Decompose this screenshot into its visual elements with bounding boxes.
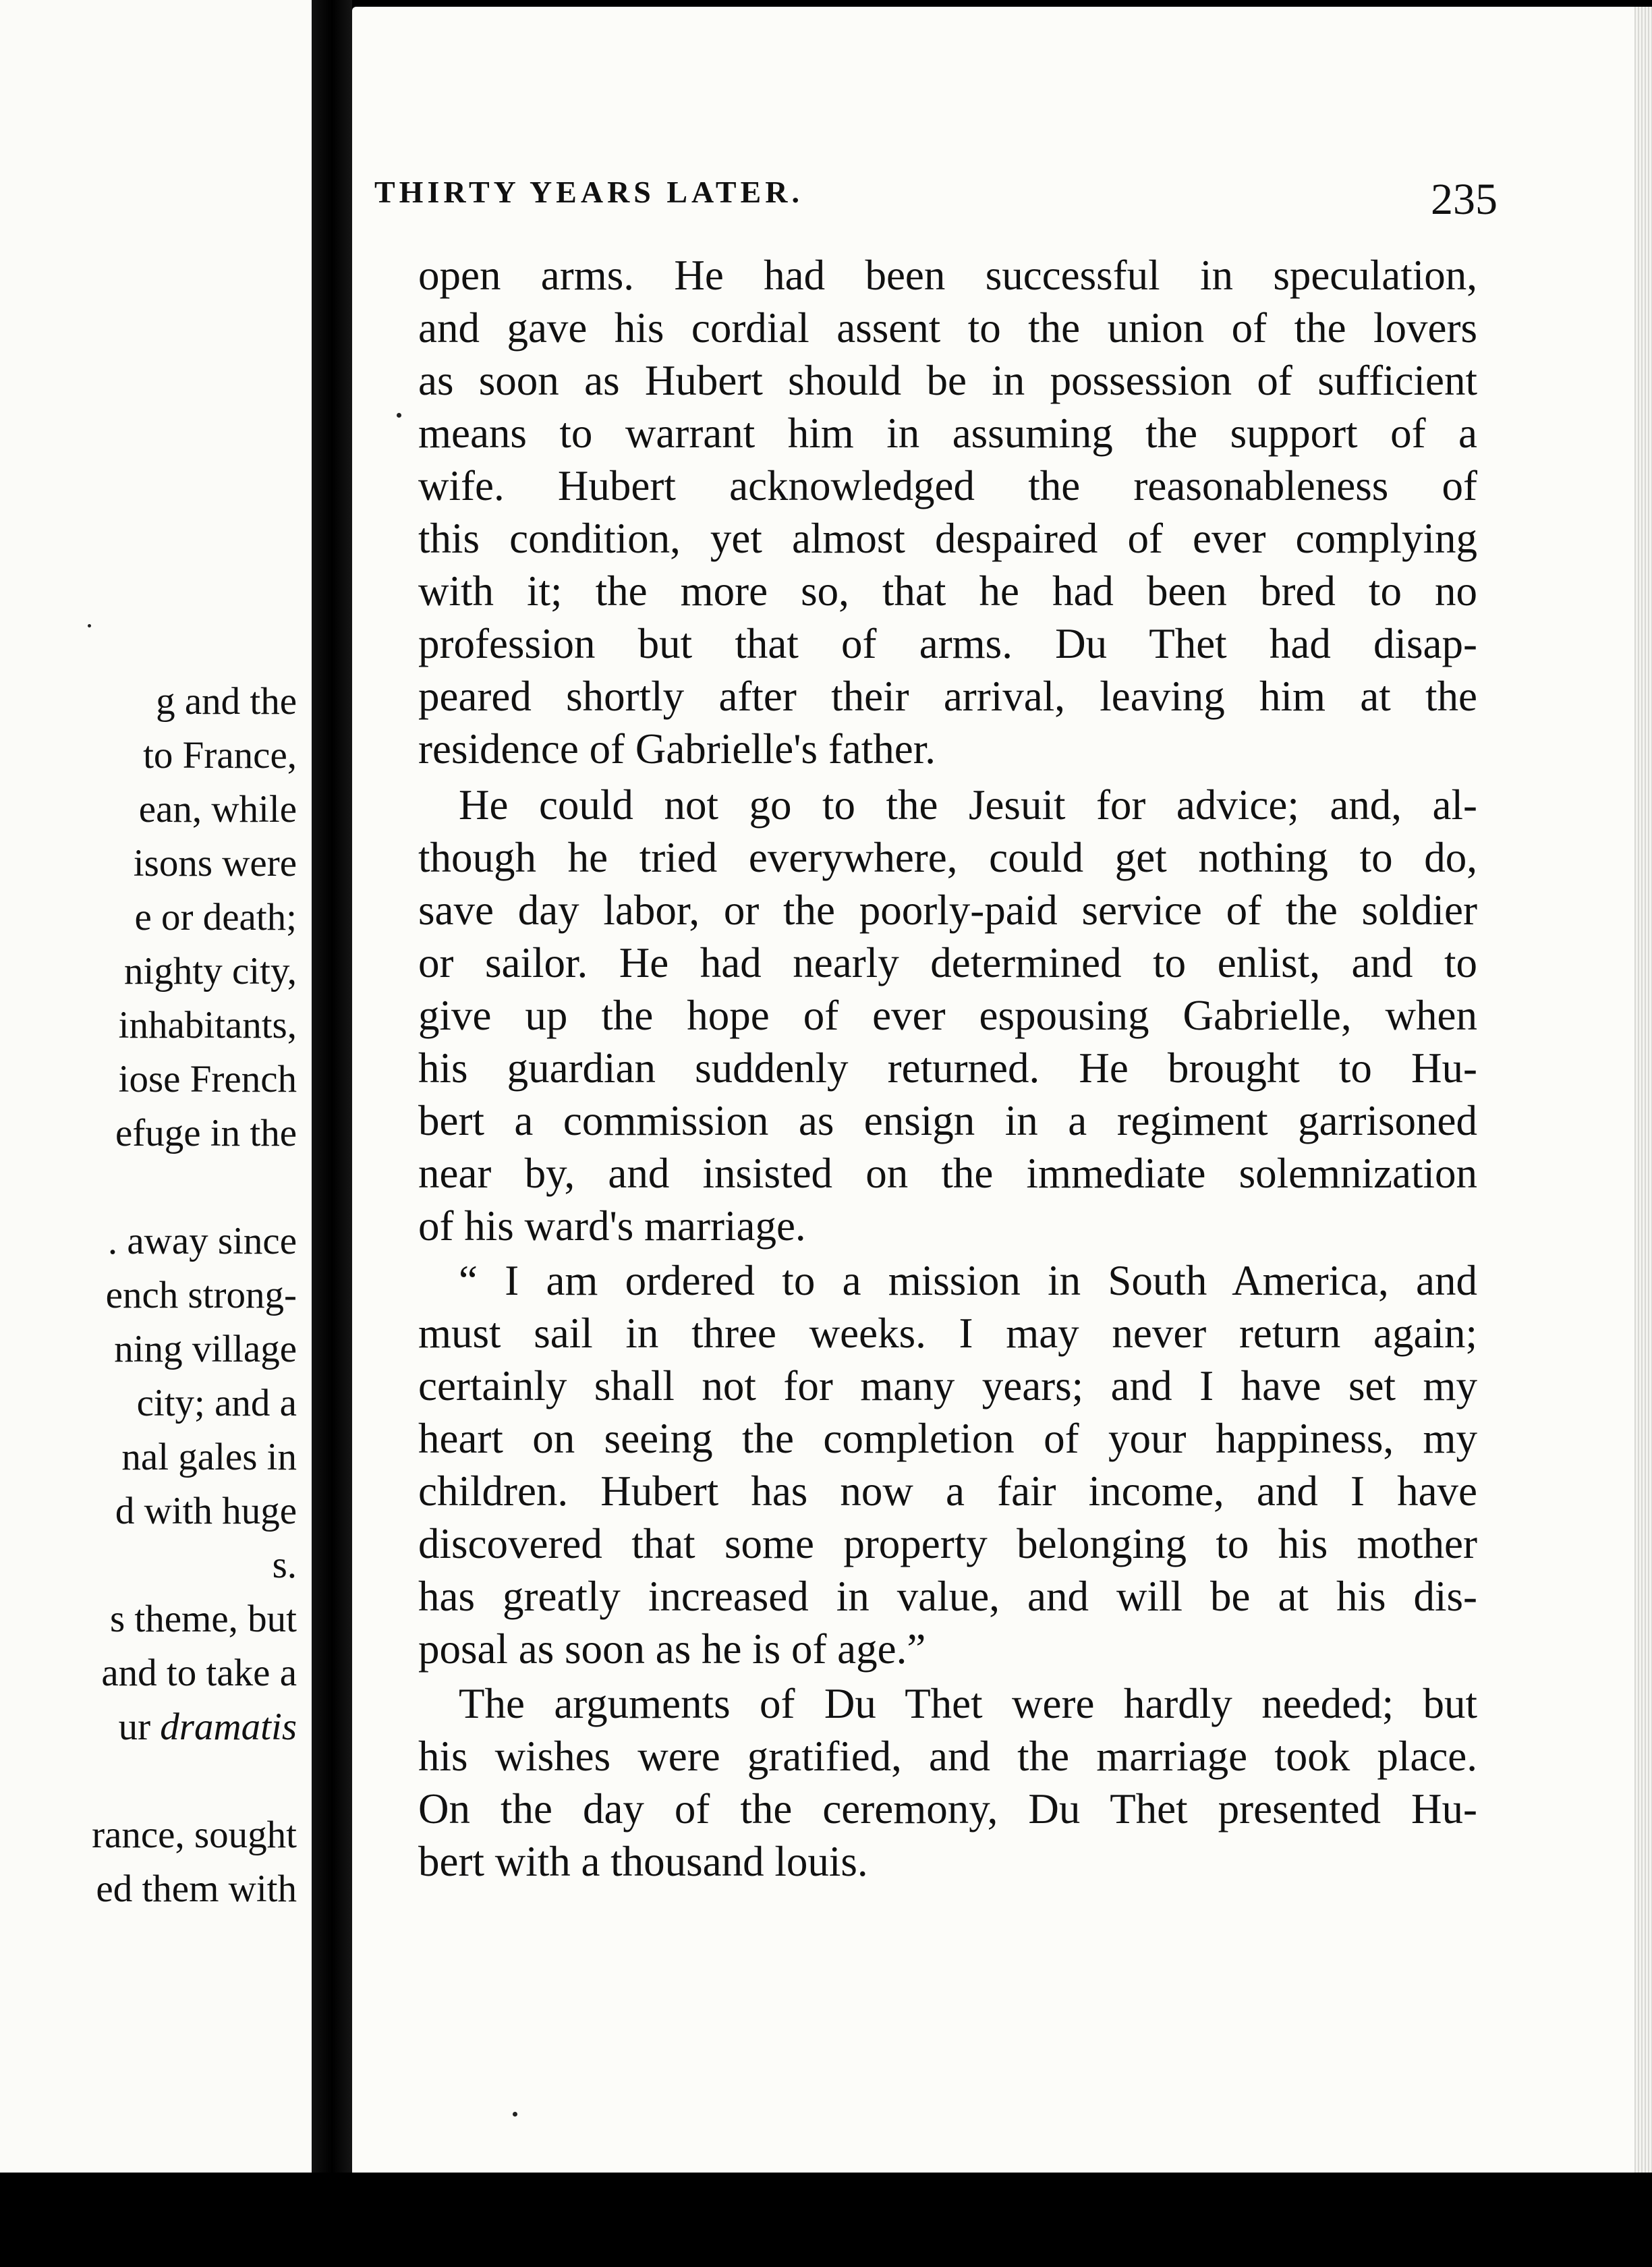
text-line: means to warrant him in assuming the support of a bbox=[418, 410, 1477, 457]
text-line: and gave his cordial assent to the union of the lovers bbox=[418, 304, 1477, 352]
text-line: give up the hope of ever espousing Gabrielle, when bbox=[418, 992, 1477, 1039]
text-line: peared shortly after their arrival, leaving him at the bbox=[418, 673, 1477, 720]
text-line: near by, and insisted on the immediate solemnization bbox=[418, 1150, 1477, 1197]
left-text-fragment: ur bbox=[118, 1706, 151, 1748]
text-line: or sailor. He had nearly determined to enlist, and to bbox=[418, 939, 1477, 986]
page-edge-stack bbox=[1634, 7, 1652, 2173]
text-line: wife. Hubert acknowledged the reasonableness of bbox=[418, 462, 1477, 509]
left-text-line: e or death; bbox=[134, 896, 297, 939]
book-gutter bbox=[312, 0, 352, 2267]
left-text-line: d with huge bbox=[115, 1490, 297, 1532]
text-line: with it; the more so, that he had been bred to no bbox=[418, 567, 1477, 615]
text-line: The arguments of Du Thet were hardly needed; but bbox=[459, 1680, 1477, 1727]
left-text-line bbox=[0, 1704, 297, 1751]
left-text-line: iose French bbox=[118, 1058, 297, 1100]
text-line: save day labor, or the poorly-paid service of the soldier bbox=[418, 887, 1477, 934]
left-text-line: s. bbox=[272, 1544, 297, 1586]
scan-bottom-shadow bbox=[0, 2173, 1652, 2267]
left-text-line: nal gales in bbox=[121, 1436, 297, 1478]
left-text-line: s theme, but bbox=[109, 1598, 297, 1640]
text-line: certainly shall not for many years; and I have set my bbox=[418, 1362, 1477, 1409]
left-text-italic: dramatis bbox=[160, 1706, 297, 1748]
left-text-line: . away since bbox=[107, 1220, 297, 1262]
left-text-line: ed them with bbox=[96, 1868, 297, 1910]
text-line: this condition, yet almost despaired of ever complying bbox=[418, 515, 1477, 562]
text-line: On the day of the ceremony, Du Thet presented Hu- bbox=[418, 1785, 1477, 1832]
text-line: though he tried everywhere, could get nothing to do, bbox=[418, 834, 1477, 881]
text-line: open arms. He had been successful in speculation, bbox=[418, 252, 1477, 299]
left-text-line: ench strong- bbox=[105, 1274, 297, 1316]
left-text-line: ean, while bbox=[138, 788, 297, 831]
text-line: children. Hubert has now a fair income, and I have bbox=[418, 1467, 1477, 1515]
left-text-line: inhabitants, bbox=[118, 1004, 297, 1046]
text-line: He could not go to the Jesuit for advice; and, al- bbox=[459, 781, 1477, 829]
page-number: 235 bbox=[1431, 175, 1498, 224]
left-text-line: to France, bbox=[143, 734, 297, 777]
text-line: bert a commission as ensign in a regiment garrisoned bbox=[418, 1097, 1477, 1144]
text-line: “ I am ordered to a mission in South America, and bbox=[459, 1257, 1477, 1304]
left-text-line: isons were bbox=[133, 842, 297, 885]
left-text-line: g and the bbox=[156, 680, 297, 723]
running-head: THIRTY YEARS LATER. bbox=[374, 175, 803, 209]
facing-page-left bbox=[0, 0, 314, 2179]
text-line: residence of Gabrielle's father. bbox=[418, 725, 936, 773]
text-line: must sail in three weeks. I may never return again; bbox=[418, 1310, 1477, 1357]
left-text-line: and to take a bbox=[101, 1652, 297, 1694]
ink-speck bbox=[513, 2112, 517, 2117]
left-text-line: city; and a bbox=[136, 1382, 297, 1424]
text-line: his wishes were gratified, and the marriage took place. bbox=[418, 1733, 1477, 1780]
ink-speck bbox=[397, 413, 401, 418]
left-text-line: efuge in the bbox=[115, 1112, 297, 1154]
text-line: profession but that of arms. Du Thet had disap- bbox=[418, 620, 1477, 667]
text-line: has greatly increased in value, and will be at his dis- bbox=[418, 1573, 1477, 1620]
ink-speck bbox=[88, 624, 91, 627]
text-line: bert with a thousand louis. bbox=[418, 1838, 868, 1885]
left-text-line: nighty city, bbox=[124, 950, 297, 992]
left-text-line: rance, sought bbox=[92, 1814, 297, 1856]
text-line: heart on seeing the completion of your happiness, my bbox=[418, 1415, 1477, 1462]
text-line: his guardian suddenly returned. He brought to Hu- bbox=[418, 1044, 1477, 1092]
text-line: as soon as Hubert should be in possession of sufficient bbox=[418, 357, 1477, 404]
text-line: posal as soon as he is of age.” bbox=[418, 1625, 926, 1673]
text-line: of his ward's marriage. bbox=[418, 1202, 806, 1250]
text-line: discovered that some property belonging to his mother bbox=[418, 1520, 1477, 1567]
left-text-line: ning village bbox=[114, 1328, 297, 1370]
